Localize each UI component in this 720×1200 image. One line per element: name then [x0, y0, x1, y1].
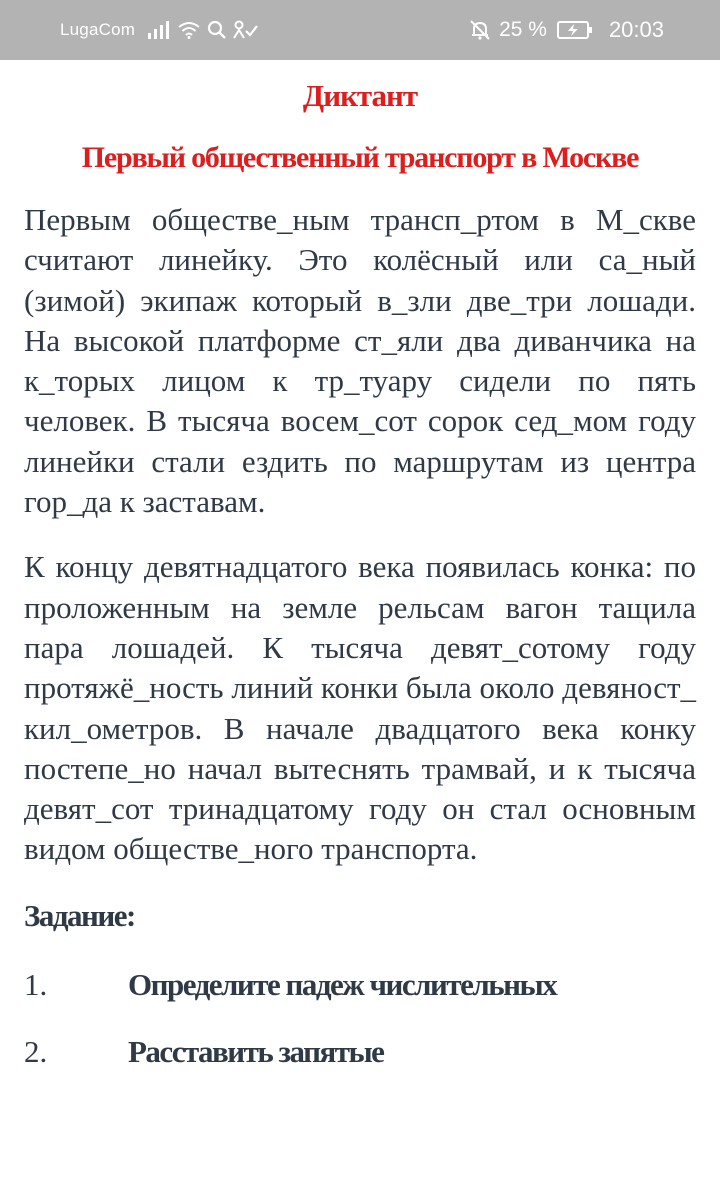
task-text: Определите падеж числительных: [128, 966, 557, 1002]
document-subtitle: Первый общественный транспорт в Москве: [81, 141, 639, 174]
paragraph-2: К концу девятнадцатого века появилась конка: по проложенным на земле рельсам вагон тащила пара лошадей. К тысяча девят_сотому году протяжё_ность линий конки была около девяност_ кил_ометров. В начале двадцатого века конку постепе_но начал вытеснять трамвай, и к тысяча девят_сот тринадцатому году он стал основным видом обществе_ного транспорта.: [24, 549, 696, 867]
battery-icon: [557, 20, 593, 40]
status-bar-left: [60, 20, 265, 40]
status-bar-right: [469, 17, 664, 43]
status-bar: [0, 0, 720, 60]
battery-percent: 25 %: [499, 18, 547, 41]
paragraph-1: Первым обществе_ным трансп_ртом в М_скве считают линейку. Это колёсный или са_ный (зимой) экипаж который в_зли две_три лошади. На высокой платформе ст_яли два диванчика на к_торых лицом к тр_туару сидели по пять человек. В тысяча восем_сот сорок сед_мом году линейки стали ездить по маршрутам из центра гор_да к заставам.: [24, 202, 696, 520]
task-heading: Задание:: [24, 897, 135, 933]
person-check-icon: [233, 20, 259, 40]
clock: 20:03: [608, 17, 664, 42]
search-icon: [207, 20, 227, 40]
wifi-icon: [177, 21, 201, 39]
document-title: Диктант: [302, 78, 418, 113]
task-item-1: [24, 965, 696, 1005]
signal-icon: [147, 21, 171, 39]
mute-bell-icon: [469, 19, 491, 41]
task-text: Расставить запятые: [128, 1033, 384, 1069]
task-item-2: [24, 1032, 696, 1072]
carrier-name: LugaCom: [60, 20, 136, 39]
task-number: 2.: [24, 1033, 48, 1069]
document-content: [0, 79, 720, 1072]
task-number: 1.: [24, 966, 48, 1002]
